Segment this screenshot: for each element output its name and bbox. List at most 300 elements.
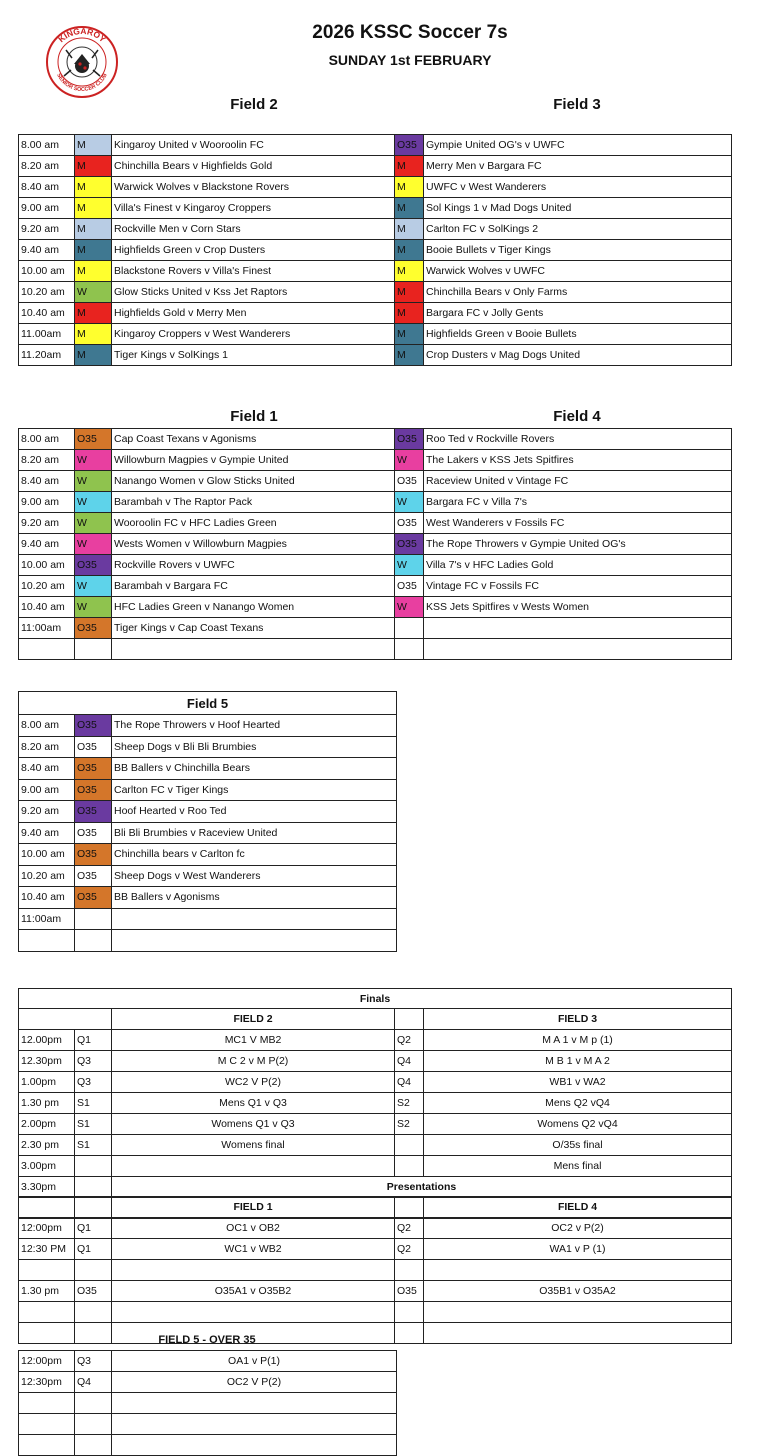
match-cell: HFC Ladies Green v Nanango Women	[112, 597, 395, 618]
time-cell: 8.20 am	[19, 156, 75, 177]
match-cell: Raceview United v Vintage FC	[424, 471, 732, 492]
division-code-cell: W	[75, 471, 112, 492]
round-code-cell	[75, 1302, 112, 1323]
table-row	[19, 240, 732, 261]
match-cell: Kingaroy Croppers v West Wanderers	[112, 324, 395, 345]
table-row	[19, 1372, 397, 1393]
table-row	[19, 1302, 732, 1323]
time-cell	[19, 930, 75, 952]
division-code-cell: M	[75, 156, 112, 177]
match-cell	[112, 908, 397, 930]
time-cell: 9.40 am	[19, 534, 75, 555]
time-cell	[19, 1414, 75, 1435]
match-cell: Chinchilla Bears v Highfields Gold	[112, 156, 395, 177]
time-cell: 8.20 am	[19, 450, 75, 471]
table-row	[19, 639, 732, 660]
match-cell: KSS Jets Spitfires v Wests Women	[424, 597, 732, 618]
time-cell	[19, 1393, 75, 1414]
match-cell: Sheep Dogs v Bli Bli Brumbies	[112, 736, 397, 758]
division-code-cell: M	[395, 282, 424, 303]
finals-table-field-5	[18, 1350, 397, 1456]
time-cell: 11:00am	[19, 908, 75, 930]
table-row	[19, 282, 732, 303]
match-cell: WC2 V P(2)	[112, 1072, 395, 1093]
round-code-cell	[395, 1260, 424, 1281]
division-code-cell: O35	[75, 429, 112, 450]
division-code-cell: O35	[395, 534, 424, 555]
time-cell: 12:30 PM	[19, 1239, 75, 1260]
match-cell: OC2 V P(2)	[112, 1372, 397, 1393]
match-cell: Booie Bullets v Tiger Kings	[424, 240, 732, 261]
table-row	[19, 303, 732, 324]
time-cell	[19, 1260, 75, 1281]
time-cell: 1.30 pm	[19, 1093, 75, 1114]
table-row	[19, 156, 732, 177]
table-row	[19, 779, 397, 801]
finals-table-fields-1-4	[18, 1196, 732, 1344]
time-cell: 10.20 am	[19, 576, 75, 597]
match-cell	[424, 1323, 732, 1344]
division-code-cell: M	[395, 177, 424, 198]
finals-table-fields-2-3	[18, 988, 732, 1219]
match-cell: OC2 v P(2)	[424, 1218, 732, 1239]
time-cell: 12:00pm	[19, 1218, 75, 1239]
match-cell: M B 1 v M A 2	[424, 1051, 732, 1072]
match-cell: Vintage FC v Fossils FC	[424, 576, 732, 597]
round-code-cell: S1	[75, 1135, 112, 1156]
table-row	[19, 261, 732, 282]
round-code-cell	[75, 1435, 112, 1456]
field5-heading: Field 5	[19, 692, 397, 715]
table-row	[19, 865, 397, 887]
round-code-cell: Q1	[75, 1030, 112, 1051]
time-cell: 9.20 am	[19, 219, 75, 240]
division-code-cell: M	[395, 198, 424, 219]
match-cell	[424, 639, 732, 660]
time-cell: 12:30pm	[19, 1372, 75, 1393]
table-row	[19, 450, 732, 471]
match-cell: The Lakers v KSS Jets Spitfires	[424, 450, 732, 471]
match-cell: Rockville Men v Corn Stars	[112, 219, 395, 240]
table-row	[19, 135, 732, 156]
match-cell	[424, 1260, 732, 1281]
round-code-cell: Q1	[75, 1218, 112, 1239]
table-row	[19, 597, 732, 618]
division-code-cell: M	[395, 156, 424, 177]
round-code-cell: Q3	[75, 1072, 112, 1093]
table-row	[19, 513, 732, 534]
time-cell: 9.00 am	[19, 779, 75, 801]
match-cell	[424, 1302, 732, 1323]
table-row	[19, 1393, 397, 1414]
match-cell: Gympie United OG's v UWFC	[424, 135, 732, 156]
table-row	[19, 219, 732, 240]
division-code-cell: M	[395, 261, 424, 282]
time-cell: 1.30 pm	[19, 1281, 75, 1302]
division-code-cell: M	[395, 324, 424, 345]
field4-heading: Field 4	[553, 408, 601, 425]
match-cell: Barambah v The Raptor Pack	[112, 492, 395, 513]
round-code-cell: Q3	[75, 1051, 112, 1072]
match-cell: Tiger Kings v Cap Coast Texans	[112, 618, 395, 639]
division-code-cell: M	[75, 345, 112, 366]
match-cell	[112, 639, 395, 660]
table-row	[19, 618, 732, 639]
time-cell: 11:00am	[19, 618, 75, 639]
division-code-cell: W	[395, 555, 424, 576]
match-cell: M C 2 v M P(2)	[112, 1051, 395, 1072]
field3-heading: Field 3	[553, 96, 601, 113]
match-cell: Hoof Hearted v Roo Ted	[112, 801, 397, 823]
finals-field-3-heading: FIELD 3	[424, 1009, 732, 1030]
time-cell: 10.00 am	[19, 555, 75, 576]
division-code-cell	[395, 639, 424, 660]
page-subtitle: SUNDAY 1st FEBRUARY	[328, 52, 492, 68]
match-cell: Sol Kings 1 v Mad Dogs United	[424, 198, 732, 219]
division-code-cell: O35	[75, 736, 112, 758]
match-cell: M A 1 v M p (1)	[424, 1030, 732, 1051]
match-cell: Mens Q2 vQ4	[424, 1093, 732, 1114]
match-cell: Wooroolin FC v HFC Ladies Green	[112, 513, 395, 534]
table-row	[19, 758, 397, 780]
round-code-cell: Q2	[395, 1218, 424, 1239]
division-code-cell: O35	[395, 429, 424, 450]
table-row	[19, 555, 732, 576]
match-cell: Warwick Wolves v Blackstone Rovers	[112, 177, 395, 198]
time-cell: 8.40 am	[19, 471, 75, 492]
match-cell: Glow Sticks United v Kss Jet Raptors	[112, 282, 395, 303]
division-code-cell: O35	[75, 555, 112, 576]
division-code-cell: M	[75, 219, 112, 240]
match-cell: Rockville Rovers v UWFC	[112, 555, 395, 576]
match-cell	[112, 1260, 395, 1281]
match-cell: OC1 v OB2	[112, 1218, 395, 1239]
round-code-cell	[75, 1156, 112, 1177]
table-row	[19, 887, 397, 909]
schedule-table-fields-2-3	[18, 134, 732, 366]
match-cell: Highfields Green v Crop Dusters	[112, 240, 395, 261]
match-cell: Carlton FC v Tiger Kings	[112, 779, 397, 801]
match-cell: Villa 7's v HFC Ladies Gold	[424, 555, 732, 576]
division-code-cell: O35	[75, 758, 112, 780]
division-code-cell: M	[75, 177, 112, 198]
table-row	[19, 844, 397, 866]
match-cell: O35A1 v O35B2	[112, 1281, 395, 1302]
division-code-cell	[75, 908, 112, 930]
time-cell: 9.00 am	[19, 198, 75, 219]
match-cell: Highfields Green v Booie Bullets	[424, 324, 732, 345]
division-code-cell: M	[395, 303, 424, 324]
table-header-row	[19, 692, 397, 715]
match-cell: WC1 v WB2	[112, 1239, 395, 1260]
table-row	[19, 715, 397, 737]
time-cell: 10.20 am	[19, 865, 75, 887]
time-cell: 8.00 am	[19, 715, 75, 737]
time-cell: 11.00am	[19, 324, 75, 345]
match-cell: Chinchilla Bears v Only Farms	[424, 282, 732, 303]
division-code-cell: M	[75, 240, 112, 261]
match-cell: Bargara FC v Villa 7's	[424, 492, 732, 513]
time-cell: 10.40 am	[19, 597, 75, 618]
division-code-cell	[75, 639, 112, 660]
table-row	[19, 1414, 397, 1435]
division-code-cell: O35	[75, 779, 112, 801]
table-row	[19, 1435, 397, 1456]
match-cell: BB Ballers v Chinchilla Bears	[112, 758, 397, 780]
division-code-cell: W	[75, 492, 112, 513]
match-cell: WB1 v WA2	[424, 1072, 732, 1093]
empty-cell	[19, 1197, 112, 1218]
match-cell: The Rope Throwers v Hoof Hearted	[112, 715, 397, 737]
match-cell: Highfields Gold v Merry Men	[112, 303, 395, 324]
time-cell: 9.20 am	[19, 513, 75, 534]
table-row	[19, 345, 732, 366]
round-code-cell	[395, 1302, 424, 1323]
time-cell	[19, 1435, 75, 1456]
match-cell: BB Ballers v Agonisms	[112, 887, 397, 909]
table-row	[19, 492, 732, 513]
round-code-cell	[395, 1135, 424, 1156]
time-cell: 11.20am	[19, 345, 75, 366]
time-cell: 10.20 am	[19, 282, 75, 303]
time-cell: 9.20 am	[19, 801, 75, 823]
match-cell: Barambah v Bargara FC	[112, 576, 395, 597]
time-cell: 1.00pm	[19, 1072, 75, 1093]
match-cell: Warwick Wolves v UWFC	[424, 261, 732, 282]
match-cell	[112, 1393, 397, 1414]
match-cell: UWFC v West Wanderers	[424, 177, 732, 198]
schedule-table-fields-1-4	[18, 428, 732, 660]
division-code-cell: M	[395, 345, 424, 366]
table-row	[19, 471, 732, 492]
empty-cell	[75, 1177, 112, 1198]
round-code-cell: S2	[395, 1093, 424, 1114]
finals-title: Finals	[19, 989, 732, 1009]
time-cell: 3.00pm	[19, 1156, 75, 1177]
match-cell	[112, 1414, 397, 1435]
match-cell: Mens final	[424, 1156, 732, 1177]
match-cell: Mens Q1 v Q3	[112, 1093, 395, 1114]
division-code-cell: O35	[75, 844, 112, 866]
division-code-cell: W	[75, 450, 112, 471]
time-cell	[19, 639, 75, 660]
match-cell: Willowburn Magpies v Gympie United	[112, 450, 395, 471]
time-cell: 8.00 am	[19, 429, 75, 450]
field2-heading: Field 2	[230, 96, 278, 113]
match-cell: OA1 v P(1)	[112, 1351, 397, 1372]
match-cell	[112, 1302, 395, 1323]
table-row	[19, 1051, 732, 1072]
match-cell	[424, 618, 732, 639]
time-cell: 10.00 am	[19, 844, 75, 866]
division-code-cell: W	[395, 492, 424, 513]
match-cell: Merry Men v Bargara FC	[424, 156, 732, 177]
division-code-cell: M	[395, 219, 424, 240]
division-code-cell: W	[75, 513, 112, 534]
match-cell: Womens Q1 v Q3	[112, 1114, 395, 1135]
time-cell: 9.00 am	[19, 492, 75, 513]
division-code-cell: O35	[75, 801, 112, 823]
time-cell: 8.40 am	[19, 177, 75, 198]
match-cell: Tiger Kings v SolKings 1	[112, 345, 395, 366]
time-cell: 2.30 pm	[19, 1135, 75, 1156]
match-cell: Womens final	[112, 1135, 395, 1156]
table-row	[19, 1260, 732, 1281]
logo-text	[44, 24, 120, 100]
match-cell: Wests Women v Willowburn Magpies	[112, 534, 395, 555]
division-code-cell: O35	[395, 135, 424, 156]
time-cell: 12.30pm	[19, 1051, 75, 1072]
match-cell: WA1 v P (1)	[424, 1239, 732, 1260]
match-cell	[112, 1156, 395, 1177]
round-code-cell: Q3	[75, 1351, 112, 1372]
division-code-cell: M	[75, 261, 112, 282]
match-cell: Cap Coast Texans v Agonisms	[112, 429, 395, 450]
table-row	[19, 534, 732, 555]
presentations-label: Presentations	[112, 1177, 732, 1198]
table-row	[19, 1030, 732, 1051]
time-cell: 10.00 am	[19, 261, 75, 282]
table-row	[19, 1218, 732, 1239]
schedule-table-field-5	[18, 691, 397, 952]
table-row	[19, 429, 732, 450]
match-cell: The Rope Throwers v Gympie United OG's	[424, 534, 732, 555]
round-code-cell: S2	[395, 1114, 424, 1135]
time-cell: 10.40 am	[19, 887, 75, 909]
time-cell: 2.00pm	[19, 1114, 75, 1135]
svg-text:KINGAROY	[56, 26, 108, 45]
match-cell: Carlton FC v SolKings 2	[424, 219, 732, 240]
match-cell: Bli Bli Brumbies v Raceview United	[112, 822, 397, 844]
match-cell: Womens Q2 vQ4	[424, 1114, 732, 1135]
table-row	[19, 1351, 397, 1372]
round-code-cell: O35	[75, 1281, 112, 1302]
table-row	[19, 801, 397, 823]
time-cell	[19, 1302, 75, 1323]
table-row	[19, 1281, 732, 1302]
empty-cell	[19, 1009, 112, 1030]
match-cell: O35B1 v O35A2	[424, 1281, 732, 1302]
division-code-cell: W	[395, 450, 424, 471]
round-code-cell: S1	[75, 1114, 112, 1135]
division-code-cell: M	[395, 240, 424, 261]
field1-heading: Field 1	[230, 408, 278, 425]
division-code-cell	[395, 618, 424, 639]
table-row	[19, 908, 397, 930]
division-code-cell: M	[75, 303, 112, 324]
round-code-cell	[395, 1156, 424, 1177]
round-code-cell: S1	[75, 1093, 112, 1114]
logo-title: KINGAROY	[56, 25, 108, 45]
time-cell: 3.30pm	[19, 1177, 75, 1198]
round-code-cell	[395, 1323, 424, 1344]
match-cell: Nanango Women v Glow Sticks United	[112, 471, 395, 492]
division-code-cell: W	[75, 597, 112, 618]
table-row	[19, 1093, 732, 1114]
division-code-cell: O35	[395, 471, 424, 492]
round-code-cell	[75, 1414, 112, 1435]
table-row	[19, 736, 397, 758]
round-code-cell: Q1	[75, 1239, 112, 1260]
division-code-cell: O35	[75, 865, 112, 887]
finals-field-1-heading: FIELD 1	[112, 1197, 395, 1218]
division-code-cell: O35	[395, 576, 424, 597]
logo-text-wrap	[44, 24, 120, 100]
match-cell: Chinchilla bears v Carlton fc	[112, 844, 397, 866]
time-cell: 8.20 am	[19, 736, 75, 758]
finals-field-row	[19, 1197, 732, 1218]
match-cell: Blackstone Rovers v Villa's Finest	[112, 261, 395, 282]
table-row	[19, 177, 732, 198]
match-cell: Roo Ted v Rockville Rovers	[424, 429, 732, 450]
division-code-cell: W	[395, 597, 424, 618]
empty-cell	[395, 1197, 424, 1218]
division-code-cell: O35	[395, 513, 424, 534]
match-cell	[112, 930, 397, 952]
division-code-cell: M	[75, 198, 112, 219]
match-cell: Kingaroy United v Wooroolin FC	[112, 135, 395, 156]
round-code-cell: Q4	[75, 1372, 112, 1393]
division-code-cell: W	[75, 576, 112, 597]
time-cell: 9.40 am	[19, 822, 75, 844]
division-code-cell: W	[75, 534, 112, 555]
division-code-cell: M	[75, 135, 112, 156]
table-row	[19, 1156, 732, 1177]
time-cell: 10.40 am	[19, 303, 75, 324]
logo-subtitle: SENIOR SOCCER CLUB	[55, 72, 109, 94]
time-cell: 8.40 am	[19, 758, 75, 780]
match-cell: Villa's Finest v Kingaroy Croppers	[112, 198, 395, 219]
match-cell: Bargara FC v Jolly Gents	[424, 303, 732, 324]
finals-field-row	[19, 1009, 732, 1030]
table-row	[19, 198, 732, 219]
division-code-cell: O35	[75, 887, 112, 909]
table-row	[19, 822, 397, 844]
svg-text:SENIOR SOCCER CLUB	[55, 73, 108, 93]
table-row	[19, 1114, 732, 1135]
division-code-cell: W	[75, 282, 112, 303]
finals-field-4-heading: FIELD 4	[424, 1197, 732, 1218]
field5-over35-heading: FIELD 5 - OVER 35	[158, 1334, 256, 1346]
match-cell: West Wanderers v Fossils FC	[424, 513, 732, 534]
match-cell: O/35s final	[424, 1135, 732, 1156]
round-code-cell	[75, 1393, 112, 1414]
time-cell: 9.40 am	[19, 240, 75, 261]
division-code-cell: O35	[75, 618, 112, 639]
division-code-cell: O35	[75, 822, 112, 844]
division-code-cell: M	[75, 324, 112, 345]
match-cell: MC1 V MB2	[112, 1030, 395, 1051]
match-cell	[112, 1435, 397, 1456]
round-code-cell: Q2	[395, 1239, 424, 1260]
table-row	[19, 930, 397, 952]
round-code-cell: Q2	[395, 1030, 424, 1051]
division-code-cell	[75, 930, 112, 952]
finals-field-2-heading: FIELD 2	[112, 1009, 395, 1030]
round-code-cell: Q4	[395, 1051, 424, 1072]
round-code-cell	[75, 1260, 112, 1281]
time-cell: 8.00 am	[19, 135, 75, 156]
time-cell: 12.00pm	[19, 1030, 75, 1051]
table-row	[19, 1072, 732, 1093]
match-cell: Sheep Dogs v West Wanderers	[112, 865, 397, 887]
page-title: 2026 KSSC Soccer 7s	[312, 22, 508, 43]
empty-cell	[395, 1009, 424, 1030]
table-row	[19, 1239, 732, 1260]
round-code-cell: Q4	[395, 1072, 424, 1093]
division-code-cell: O35	[75, 715, 112, 737]
time-cell: 12:00pm	[19, 1351, 75, 1372]
